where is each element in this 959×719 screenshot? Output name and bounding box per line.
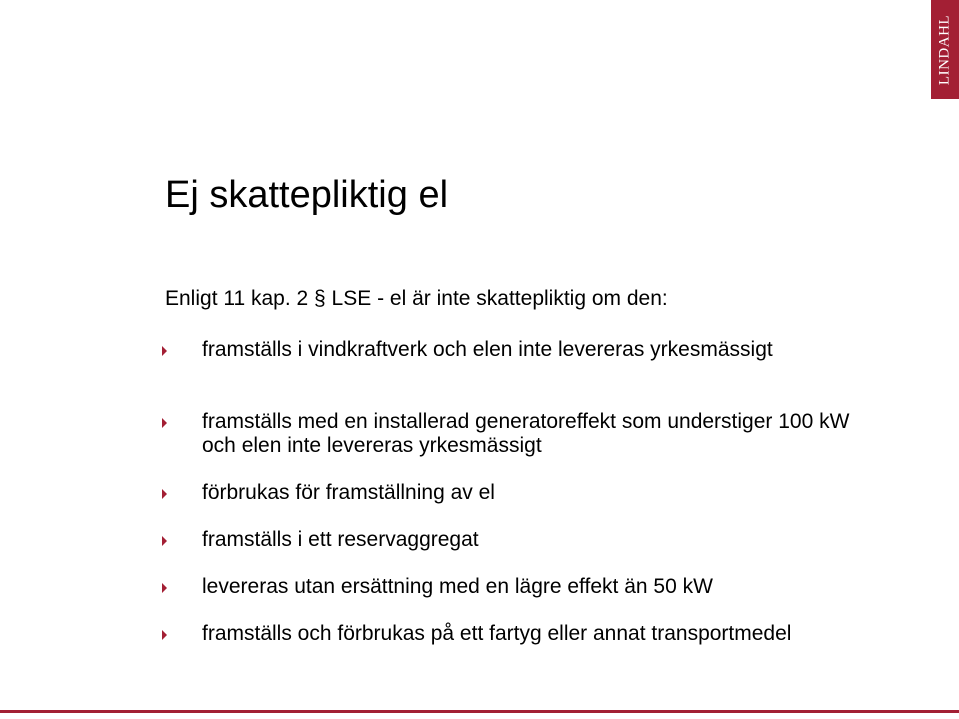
lindahl-logo (931, 0, 959, 99)
bullet-text: framställs i ett reservaggregat (202, 528, 479, 551)
bullet-arrow-icon (162, 489, 167, 499)
bullet-text: framställs och förbrukas på ett fartyg eller annat transportmedel (202, 622, 792, 645)
slide-title: Ej skattepliktig el (165, 174, 449, 216)
bullet-text: förbrukas för framställning av el (202, 481, 495, 504)
bullet-text: framställs med en installerad generatoreffekt som understiger 100 kW och elen inte levereras yrkesmässigt (202, 410, 850, 457)
bullet-arrow-icon (162, 418, 167, 428)
bullet-arrow-icon (162, 346, 167, 356)
bullet-text: levereras utan ersättning med en lägre effekt än 50 kW (202, 575, 713, 598)
bullet-text: framställs i vindkraftverk och elen inte levereras yrkesmässigt (202, 338, 773, 361)
bullet-arrow-icon (162, 536, 167, 546)
footer-divider (0, 710, 959, 713)
intro-text: Enligt 11 kap. 2 § LSE - el är inte skattepliktig om den: (165, 287, 668, 310)
logo-text: LINDAHL (936, 14, 953, 85)
bullet-arrow-icon (162, 630, 167, 640)
bullet-arrow-icon (162, 583, 167, 593)
